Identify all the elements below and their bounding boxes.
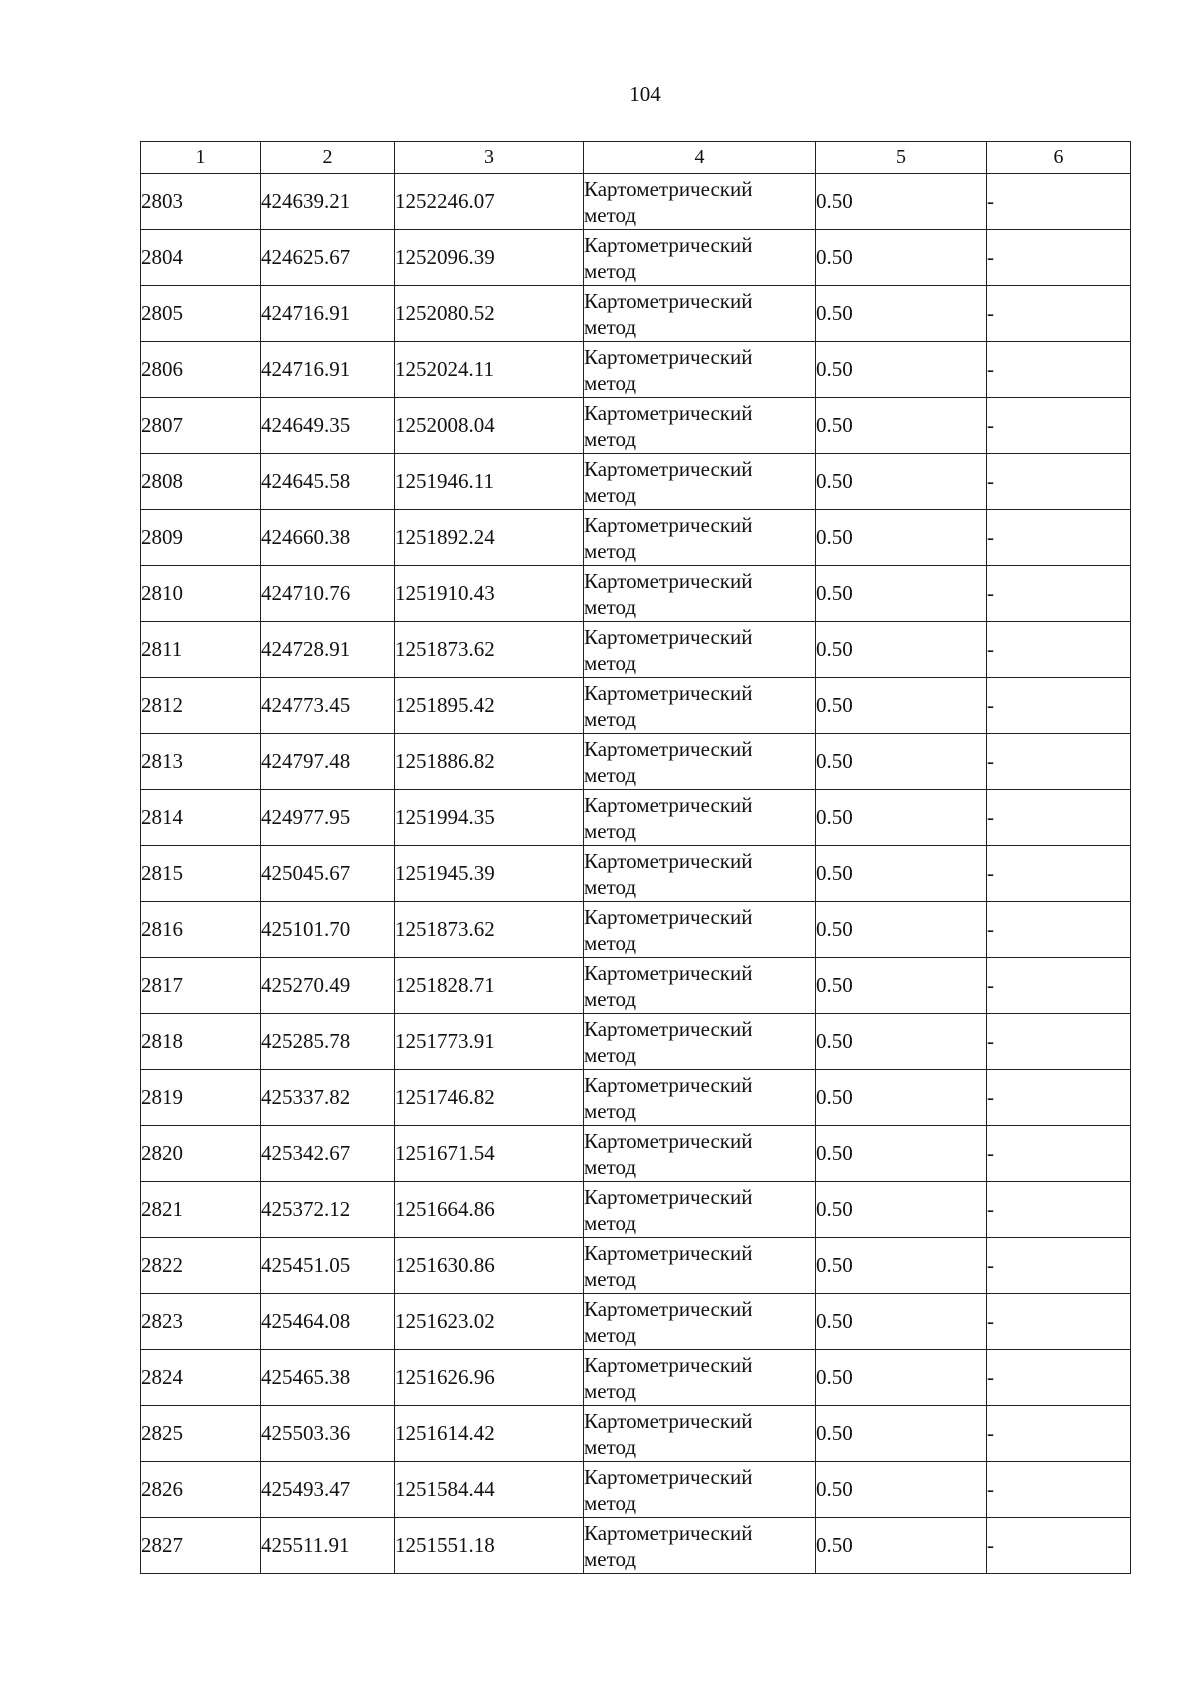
description-cell: -	[987, 1406, 1131, 1462]
point-number-cell: 2813	[141, 734, 261, 790]
accuracy-cell: 0.50	[816, 454, 987, 510]
table-row	[141, 1350, 1131, 1406]
accuracy-cell: 0.50	[816, 342, 987, 398]
y-coordinate-cell: 1251946.11	[395, 454, 584, 510]
y-coordinate-cell: 1252024.11	[395, 342, 584, 398]
y-coordinate-cell: 1251910.43	[395, 566, 584, 622]
method-cell	[584, 454, 816, 510]
method-text-line2: метод	[584, 1210, 637, 1235]
table-row	[141, 1518, 1131, 1574]
method-text-line1: Картометрический	[584, 344, 753, 369]
x-coordinate-cell: 424716.91	[261, 342, 395, 398]
table-row	[141, 342, 1131, 398]
x-coordinate-cell: 425337.82	[261, 1070, 395, 1126]
y-coordinate-cell: 1252080.52	[395, 286, 584, 342]
method-cell	[584, 1182, 816, 1238]
point-number-cell: 2819	[141, 1070, 261, 1126]
y-coordinate-cell: 1251945.39	[395, 846, 584, 902]
method-text-line1: Картометрический	[584, 512, 753, 537]
table-row	[141, 286, 1131, 342]
method-cell	[584, 566, 816, 622]
method-cell	[584, 1518, 816, 1574]
y-coordinate-cell: 1251746.82	[395, 1070, 584, 1126]
description-cell: -	[987, 342, 1131, 398]
method-cell	[584, 958, 816, 1014]
table-row	[141, 1182, 1131, 1238]
accuracy-cell: 0.50	[816, 1126, 987, 1182]
table-row	[141, 1014, 1131, 1070]
y-coordinate-cell: 1251551.18	[395, 1518, 584, 1574]
point-number-cell: 2814	[141, 790, 261, 846]
method-text-line2: метод	[584, 874, 637, 899]
point-number-cell: 2826	[141, 1462, 261, 1518]
table-row	[141, 230, 1131, 286]
y-coordinate-cell: 1251664.86	[395, 1182, 584, 1238]
method-text-line1: Картометрический	[584, 792, 753, 817]
accuracy-cell: 0.50	[816, 1182, 987, 1238]
x-coordinate-cell: 424728.91	[261, 622, 395, 678]
table-row	[141, 958, 1131, 1014]
description-cell: -	[987, 1070, 1131, 1126]
point-number-cell: 2821	[141, 1182, 261, 1238]
table-row	[141, 846, 1131, 902]
x-coordinate-cell: 425493.47	[261, 1462, 395, 1518]
column-header: 3	[395, 142, 584, 174]
method-cell	[584, 622, 816, 678]
table-row	[141, 1126, 1131, 1182]
description-cell: -	[987, 1294, 1131, 1350]
description-cell: -	[987, 286, 1131, 342]
accuracy-cell: 0.50	[816, 566, 987, 622]
x-coordinate-cell: 424645.58	[261, 454, 395, 510]
x-coordinate-cell: 425465.38	[261, 1350, 395, 1406]
table-row	[141, 1294, 1131, 1350]
method-cell	[584, 1126, 816, 1182]
accuracy-cell: 0.50	[816, 678, 987, 734]
description-cell: -	[987, 1182, 1131, 1238]
x-coordinate-cell: 425270.49	[261, 958, 395, 1014]
column-header: 1	[141, 142, 261, 174]
point-number-cell: 2803	[141, 174, 261, 230]
point-number-cell: 2820	[141, 1126, 261, 1182]
method-text-line2: метод	[584, 1154, 637, 1179]
method-cell	[584, 678, 816, 734]
table-row	[141, 1238, 1131, 1294]
x-coordinate-cell: 424797.48	[261, 734, 395, 790]
x-coordinate-cell: 424710.76	[261, 566, 395, 622]
method-cell	[584, 846, 816, 902]
method-text-line1: Картометрический	[584, 736, 753, 761]
table-header-row	[141, 142, 1131, 174]
accuracy-cell: 0.50	[816, 230, 987, 286]
method-text-line2: метод	[584, 1546, 637, 1571]
method-text-line2: метод	[584, 482, 637, 507]
accuracy-cell: 0.50	[816, 1350, 987, 1406]
x-coordinate-cell: 425503.36	[261, 1406, 395, 1462]
description-cell: -	[987, 958, 1131, 1014]
method-text-line1: Картометрический	[584, 1128, 753, 1153]
y-coordinate-cell: 1251626.96	[395, 1350, 584, 1406]
method-text-line2: метод	[584, 1434, 637, 1459]
y-coordinate-cell: 1251630.86	[395, 1238, 584, 1294]
x-coordinate-cell: 424625.67	[261, 230, 395, 286]
method-text-line2: метод	[584, 1266, 637, 1291]
y-coordinate-cell: 1251994.35	[395, 790, 584, 846]
point-number-cell: 2822	[141, 1238, 261, 1294]
method-text-line1: Картометрический	[584, 1520, 753, 1545]
method-text-line1: Картометрический	[584, 232, 753, 257]
table-row	[141, 174, 1131, 230]
x-coordinate-cell: 425101.70	[261, 902, 395, 958]
description-cell: -	[987, 846, 1131, 902]
point-number-cell: 2807	[141, 398, 261, 454]
table-row	[141, 622, 1131, 678]
table-row	[141, 1070, 1131, 1126]
description-cell: -	[987, 790, 1131, 846]
description-cell: -	[987, 678, 1131, 734]
method-cell	[584, 1238, 816, 1294]
method-cell	[584, 174, 816, 230]
method-text-line2: метод	[584, 426, 637, 451]
table-row	[141, 902, 1131, 958]
method-text-line1: Картометрический	[584, 176, 753, 201]
x-coordinate-cell: 424977.95	[261, 790, 395, 846]
method-text-line1: Картометрический	[584, 456, 753, 481]
description-cell: -	[987, 566, 1131, 622]
coordinates-table	[140, 141, 1131, 1574]
method-cell	[584, 510, 816, 566]
point-number-cell: 2805	[141, 286, 261, 342]
y-coordinate-cell: 1251584.44	[395, 1462, 584, 1518]
accuracy-cell: 0.50	[816, 1238, 987, 1294]
y-coordinate-cell: 1252008.04	[395, 398, 584, 454]
point-number-cell: 2804	[141, 230, 261, 286]
method-text-line1: Картометрический	[584, 1016, 753, 1041]
description-cell: -	[987, 902, 1131, 958]
description-cell: -	[987, 230, 1131, 286]
column-header: 2	[261, 142, 395, 174]
y-coordinate-cell: 1251623.02	[395, 1294, 584, 1350]
description-cell: -	[987, 1238, 1131, 1294]
method-text-line1: Картометрический	[584, 1352, 753, 1377]
point-number-cell: 2825	[141, 1406, 261, 1462]
method-cell	[584, 230, 816, 286]
x-coordinate-cell: 425342.67	[261, 1126, 395, 1182]
y-coordinate-cell: 1252096.39	[395, 230, 584, 286]
method-text-line2: метод	[584, 1378, 637, 1403]
accuracy-cell: 0.50	[816, 902, 987, 958]
method-cell	[584, 1294, 816, 1350]
method-text-line2: метод	[584, 258, 637, 283]
point-number-cell: 2824	[141, 1350, 261, 1406]
description-cell: -	[987, 1350, 1131, 1406]
y-coordinate-cell: 1251828.71	[395, 958, 584, 1014]
accuracy-cell: 0.50	[816, 1294, 987, 1350]
point-number-cell: 2810	[141, 566, 261, 622]
x-coordinate-cell: 425045.67	[261, 846, 395, 902]
page-number: 104	[629, 82, 661, 106]
point-number-cell: 2818	[141, 1014, 261, 1070]
table-row	[141, 790, 1131, 846]
method-text-line1: Картометрический	[584, 680, 753, 705]
y-coordinate-cell: 1251614.42	[395, 1406, 584, 1462]
y-coordinate-cell: 1251773.91	[395, 1014, 584, 1070]
point-number-cell: 2809	[141, 510, 261, 566]
description-cell: -	[987, 1462, 1131, 1518]
y-coordinate-cell: 1251873.62	[395, 622, 584, 678]
table-row	[141, 566, 1131, 622]
x-coordinate-cell: 424649.35	[261, 398, 395, 454]
column-header: 6	[987, 142, 1131, 174]
method-text-line2: метод	[584, 762, 637, 787]
method-text-line1: Картометрический	[584, 1464, 753, 1489]
description-cell: -	[987, 174, 1131, 230]
x-coordinate-cell: 425464.08	[261, 1294, 395, 1350]
accuracy-cell: 0.50	[816, 1070, 987, 1126]
method-text-line2: метод	[584, 930, 637, 955]
method-text-line1: Картометрический	[584, 1296, 753, 1321]
table-row	[141, 1462, 1131, 1518]
y-coordinate-cell: 1251671.54	[395, 1126, 584, 1182]
method-text-line1: Картометрический	[584, 960, 753, 985]
method-cell	[584, 342, 816, 398]
method-text-line2: метод	[584, 1490, 637, 1515]
point-number-cell: 2812	[141, 678, 261, 734]
method-cell	[584, 1070, 816, 1126]
method-text-line1: Картометрический	[584, 1240, 753, 1265]
x-coordinate-cell: 424660.38	[261, 510, 395, 566]
description-cell: -	[987, 454, 1131, 510]
description-cell: -	[987, 1126, 1131, 1182]
accuracy-cell: 0.50	[816, 174, 987, 230]
accuracy-cell: 0.50	[816, 790, 987, 846]
method-text-line2: метод	[584, 706, 637, 731]
point-number-cell: 2823	[141, 1294, 261, 1350]
y-coordinate-cell: 1251892.24	[395, 510, 584, 566]
point-number-cell: 2827	[141, 1518, 261, 1574]
table-row	[141, 1406, 1131, 1462]
table-row	[141, 510, 1131, 566]
x-coordinate-cell: 425285.78	[261, 1014, 395, 1070]
table-row	[141, 398, 1131, 454]
accuracy-cell: 0.50	[816, 1518, 987, 1574]
method-cell	[584, 1350, 816, 1406]
accuracy-cell: 0.50	[816, 734, 987, 790]
method-text-line1: Картометрический	[584, 288, 753, 313]
accuracy-cell: 0.50	[816, 286, 987, 342]
method-text-line1: Картометрический	[584, 568, 753, 593]
description-cell: -	[987, 510, 1131, 566]
method-cell	[584, 790, 816, 846]
x-coordinate-cell: 424716.91	[261, 286, 395, 342]
method-text-line1: Картометрический	[584, 904, 753, 929]
method-text-line2: метод	[584, 594, 637, 619]
point-number-cell: 2816	[141, 902, 261, 958]
point-number-cell: 2817	[141, 958, 261, 1014]
x-coordinate-cell: 425511.91	[261, 1518, 395, 1574]
method-cell	[584, 734, 816, 790]
method-text-line1: Картометрический	[584, 848, 753, 873]
method-cell	[584, 902, 816, 958]
column-header: 4	[584, 142, 816, 174]
column-header: 5	[816, 142, 987, 174]
description-cell: -	[987, 1518, 1131, 1574]
description-cell: -	[987, 1014, 1131, 1070]
method-text-line2: метод	[584, 818, 637, 843]
point-number-cell: 2806	[141, 342, 261, 398]
method-text-line2: метод	[584, 1098, 637, 1123]
x-coordinate-cell: 424773.45	[261, 678, 395, 734]
method-cell	[584, 398, 816, 454]
table-row	[141, 734, 1131, 790]
x-coordinate-cell: 425451.05	[261, 1238, 395, 1294]
accuracy-cell: 0.50	[816, 622, 987, 678]
method-text-line2: метод	[584, 1042, 637, 1067]
table-row	[141, 678, 1131, 734]
accuracy-cell: 0.50	[816, 510, 987, 566]
accuracy-cell: 0.50	[816, 398, 987, 454]
description-cell: -	[987, 734, 1131, 790]
method-text-line1: Картометрический	[584, 1072, 753, 1097]
accuracy-cell: 0.50	[816, 846, 987, 902]
method-cell	[584, 1462, 816, 1518]
accuracy-cell: 0.50	[816, 958, 987, 1014]
x-coordinate-cell: 424639.21	[261, 174, 395, 230]
method-text-line2: метод	[584, 1322, 637, 1347]
method-text-line2: метод	[584, 370, 637, 395]
y-coordinate-cell: 1251895.42	[395, 678, 584, 734]
method-cell	[584, 1406, 816, 1462]
method-text-line2: метод	[584, 538, 637, 563]
method-text-line1: Картометрический	[584, 1184, 753, 1209]
description-cell: -	[987, 622, 1131, 678]
method-text-line2: метод	[584, 986, 637, 1011]
accuracy-cell: 0.50	[816, 1406, 987, 1462]
y-coordinate-cell: 1252246.07	[395, 174, 584, 230]
method-text-line1: Картометрический	[584, 624, 753, 649]
method-text-line2: метод	[584, 650, 637, 675]
y-coordinate-cell: 1251886.82	[395, 734, 584, 790]
method-text-line1: Картометрический	[584, 1408, 753, 1433]
table-row	[141, 454, 1131, 510]
point-number-cell: 2808	[141, 454, 261, 510]
y-coordinate-cell: 1251873.62	[395, 902, 584, 958]
point-number-cell: 2815	[141, 846, 261, 902]
method-text-line1: Картометрический	[584, 400, 753, 425]
accuracy-cell: 0.50	[816, 1462, 987, 1518]
x-coordinate-cell: 425372.12	[261, 1182, 395, 1238]
accuracy-cell: 0.50	[816, 1014, 987, 1070]
method-text-line2: метод	[584, 314, 637, 339]
description-cell: -	[987, 398, 1131, 454]
point-number-cell: 2811	[141, 622, 261, 678]
method-cell	[584, 1014, 816, 1070]
method-text-line2: метод	[584, 202, 637, 227]
method-cell	[584, 286, 816, 342]
